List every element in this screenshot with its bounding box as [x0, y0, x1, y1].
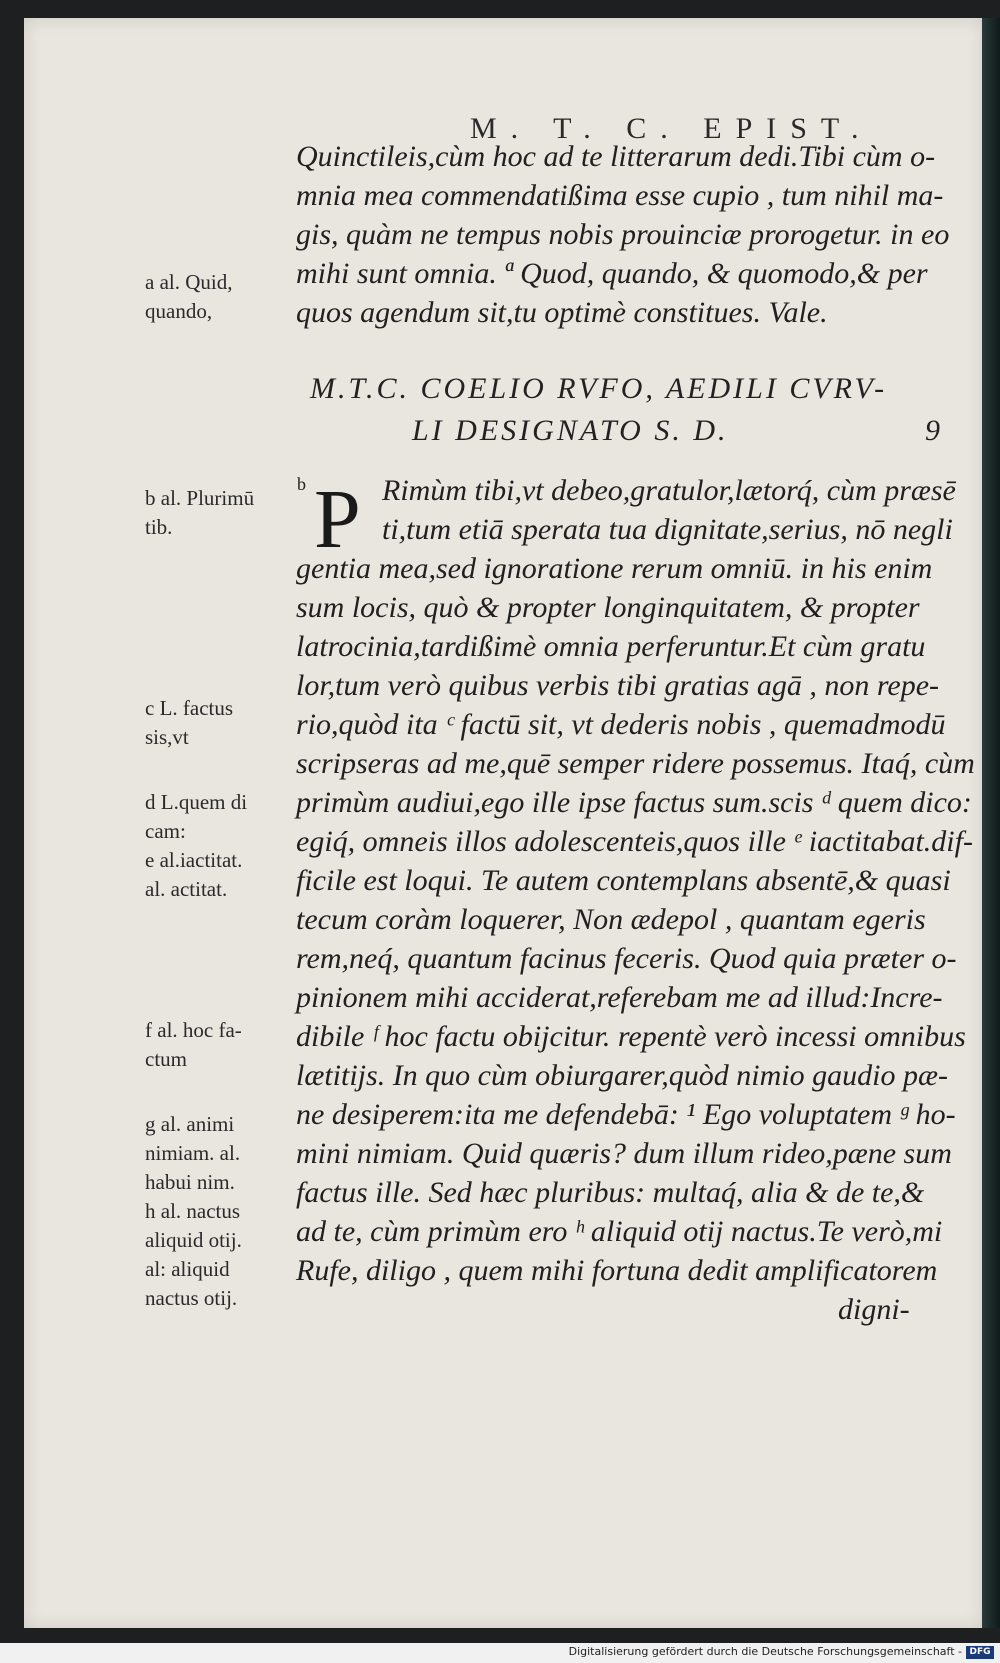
text-line: tecum coràm loquerer, Non ædepol , quantam egeris	[296, 903, 926, 936]
letter-title-line-2: LI DESIGNATO S. D.	[412, 414, 729, 447]
footer-credit: Digitalisierung gefördert durch die Deutsche Forschungsgemeinschaft -	[568, 1645, 962, 1658]
text-line: Rufe, diligo , quem mihi fortuna dedit amplificatorem	[296, 1254, 938, 1287]
letter-title-line-1: M.T.C. COELIO RVFO, AEDILI CVRV-	[310, 372, 888, 405]
text-line: gis, quàm ne tempus nobis prouinciæ prorogetur. in eo	[296, 218, 950, 251]
text-line: mini nimiam. Quid quæris? dum illum rideo,pæne sum	[296, 1137, 952, 1170]
margin-note: d L.quem di cam: e al.iactitat. al. actitat.	[145, 790, 248, 901]
note-marker: b	[297, 474, 306, 494]
margin-note: f al. hoc fa- ctum	[145, 1018, 242, 1071]
text-line: Rimùm tibi,vt debeo,gratulor,lætorq́, cùm præsē	[382, 474, 956, 507]
text-line: mnia mea commendatißima esse cupio , tum nihil ma-	[296, 179, 944, 212]
text-line: ti,tum etiā sperata tua dignitate,serius, nō negli	[382, 513, 953, 546]
margin-note: a al. Quid, quando,	[145, 270, 233, 323]
drop-cap: P	[314, 473, 361, 566]
text-line: latrocinia,tardißimè omnia perferuntur.Et cùm gratu	[296, 630, 926, 663]
text-line: factus ille. Sed hæc pluribus: multaq́, alia & de te,&	[296, 1176, 925, 1209]
text-line: scripseras ad me,quē semper ridere possemus. Itaq́, cùm	[296, 747, 975, 780]
text-line: pinionem mihi acciderat,referebam me ad illud:Incre-	[296, 981, 943, 1014]
catchword: digni-	[838, 1293, 910, 1326]
text-line: rem,neq́, quantum facinus feceris. Quod quia præter o-	[296, 942, 957, 975]
text-line: lætitijs. In quo cùm obiurgarer,quòd nimio gaudio pæ-	[296, 1059, 948, 1092]
text-line: ficile est loqui. Te autem contemplans absentē,& quasi	[296, 864, 951, 897]
text-line: ad te, cùm primùm ero ʰ aliquid otij nactus.Te verò,mi	[296, 1215, 943, 1248]
folio-number: 9	[925, 414, 940, 447]
text-line: sum locis, quò & propter longinquitatem, & propter	[296, 591, 920, 624]
book-spine-edge	[982, 18, 1000, 1628]
margin-note: b al. Plurimū tib.	[145, 486, 255, 539]
text-line: lor,tum verò quibus verbis tibi gratias agā , non repe-	[296, 669, 940, 702]
margin-note: c L. factus sis,vt	[145, 696, 234, 749]
text-line: gentia mea,sed ignoratione rerum omniū. in his enim	[296, 552, 933, 585]
text-line: dibile ᶠ hoc factu obijcitur. repentè verò incessi omnibus	[296, 1020, 966, 1053]
text-line: quos agendum sit,tu optimè constitues. Vale.	[296, 296, 828, 329]
text-line: egiq́, omneis illos adolescenteis,quos ille ᵉ iactitabat.dif-	[296, 825, 973, 858]
text-line: primùm audiui,ego ille ipse factus sum.scis ᵈ quem dico:	[296, 786, 972, 819]
text-line: mihi sunt omnia. ª Quod, quando, & quomodo,& per	[296, 257, 928, 290]
text-line: Quinctileis,cùm hoc ad te litterarum dedi.Tibi cùm o-	[296, 140, 936, 173]
dfg-logo: DFG	[966, 1646, 994, 1659]
margin-note: g al. animi nimiam. al. habui nim. h al. nactus aliquid otij. al: aliquid nactus otij.	[145, 1112, 242, 1310]
text-line: rio,quòd ita ᶜ factū sit, vt dederis nobis , quemadmodū	[296, 708, 946, 741]
running-header: M. T. C. EPIST.	[470, 112, 873, 145]
text-line: ne desiperem:ita me defendebā: ¹ Ego voluptatem ᵍ ho-	[296, 1098, 956, 1131]
